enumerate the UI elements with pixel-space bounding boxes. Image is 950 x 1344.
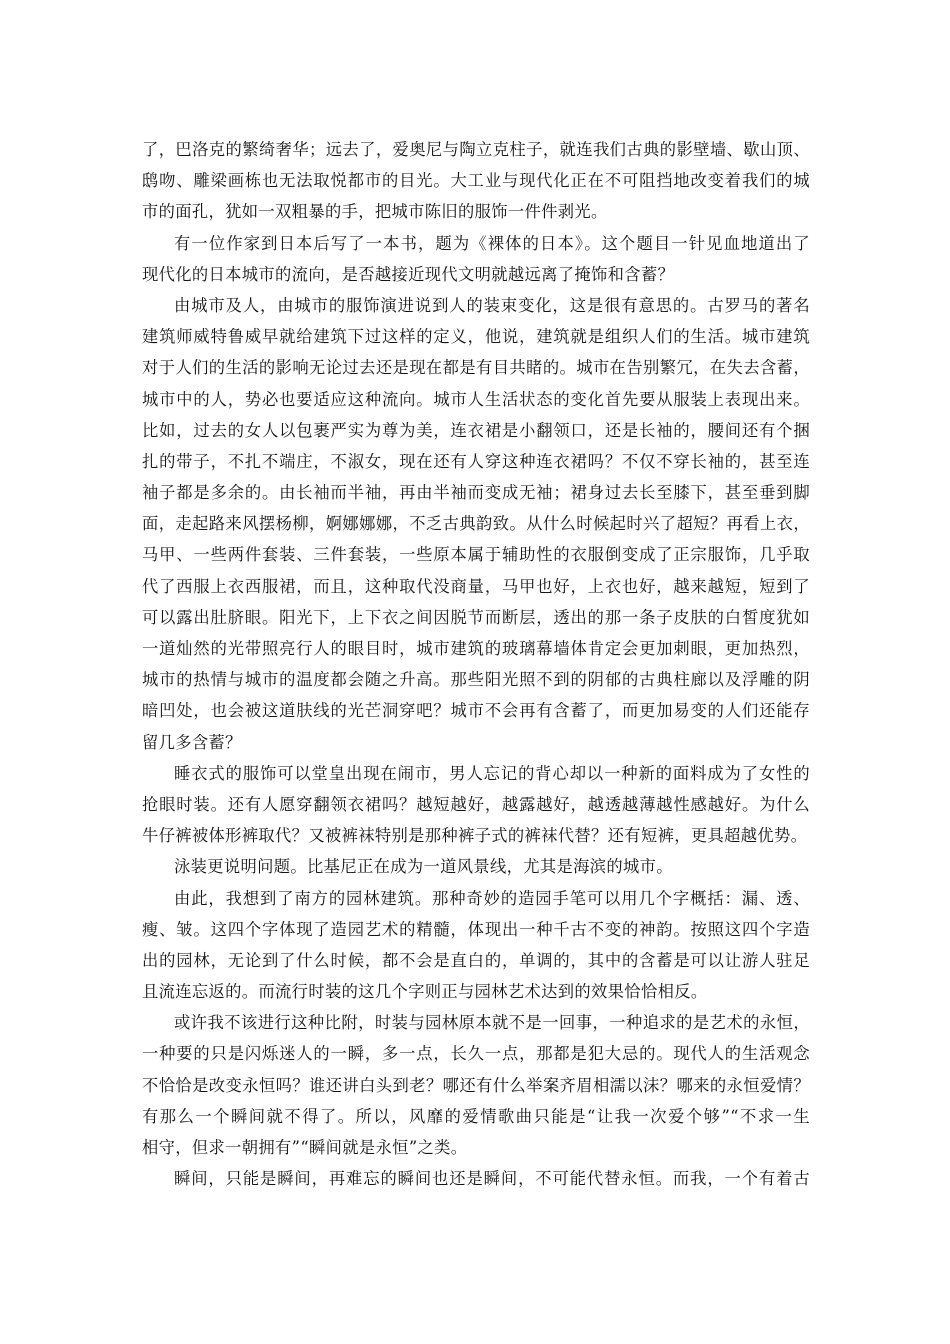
paragraph xyxy=(142,1007,810,1163)
paragraph xyxy=(142,851,810,882)
text-line: 城市的热情与城市的温度都会随之升高。那些阳光照不到的阴郁的古典柱廊以及浮雕的阴 xyxy=(142,670,810,690)
text-line: 泳装更说明问题。比基尼正在成为一道风景线，尤其是海滨的城市。 xyxy=(174,857,673,877)
text-line: 由城市及人，由城市的服饰演进说到人的装束变化，这是很有意思的。古罗马的著名 xyxy=(174,295,810,315)
paragraph xyxy=(142,1163,810,1194)
text-line: 比如，过去的女人以包裹严实为尊为美，连衣裙是小翻领口，还是长袖的，腰间还有个捆 xyxy=(142,420,810,440)
text-line: 代了西服上衣西服裙，而且，这种取代没商量，马甲也好，上衣也好，越来越短，短到了 xyxy=(142,576,810,596)
text-line: 睡衣式的服饰可以堂皇出现在闹市，男人忘记的背心却以一种新的面料成为了女性的 xyxy=(174,763,810,783)
text-line: 瘦、皱。这四个字体现了造园艺术的精髓，体现出一种千古不变的神韵。按照这四个字造 xyxy=(142,919,810,939)
text-line: 牛仔裤被体形裤取代？又被裤袜特别是那种裤子式的裤袜代替？还有短裤，更具超越优势。 xyxy=(142,826,808,846)
text-line: 面，走起路来风摆杨柳，婀娜娜娜，不乏古典韵致。从什么时候起时兴了超短？再看上衣， xyxy=(142,514,810,534)
text-line: 可以露出肚脐眼。阳光下，上下衣之间因脱节而断层，透出的那一条子皮肤的白皙度犹如 xyxy=(142,607,810,627)
text-line: 暗凹处，也会被这道肤线的光芒洞穿吧？城市不会再有含蓄了，而更加易变的人们还能存 xyxy=(142,701,810,721)
text-line: 对于人们的生活的影响无论过去还是现在都是有目共睹的。城市在告别繁冗，在失去含蓄， xyxy=(142,358,810,378)
text-line: 且流连忘返的。而流行时装的这几个字则正与园林艺术达到的效果恰恰相反。 xyxy=(142,982,708,1002)
text-line: 瞬间，只能是瞬间，再难忘的瞬间也还是瞬间，不可能代替永恒。而我，一个有着古 xyxy=(174,1169,810,1189)
article-body xyxy=(142,134,810,1194)
text-line: 市的面孔，犹如一双粗暴的手，把城市陈旧的服饰一件件剥光。 xyxy=(142,202,608,222)
paragraph xyxy=(142,290,810,758)
paragraph xyxy=(142,883,810,1008)
text-line: 一种要的只是闪烁迷人的一瞬，多一点，长久一点，那都是犯大忌的。现代人的生活观念 xyxy=(142,1044,810,1064)
text-line: 抢眼时装。还有人愿穿翻领衣裙吗？越短越好，越露越好，越透越薄越性感越好。为什么 xyxy=(142,794,810,814)
paragraph xyxy=(142,134,810,228)
text-line: 或许我不该进行这种比附，时装与园林原本就不是一回事，一种追求的是艺术的永恒， xyxy=(174,1013,810,1033)
text-line: 不恰恰是改变永恒吗？谁还讲白头到老？哪还有什么举案齐眉相濡以沫？哪来的永恒爱情？ xyxy=(142,1075,810,1095)
text-line: 扎的带子，不扎不端庄，不淑女，现在还有人穿这种连衣裙吗？不仅不穿长袖的，甚至连 xyxy=(142,451,810,471)
text-line: 城市中的人，势必也要适应这种流向。城市人生活状态的变化首先要从服装上表现出来。 xyxy=(142,389,810,409)
text-line: 相守，但求一朝拥有”“瞬间就是永恒”之类。 xyxy=(142,1138,468,1157)
paragraph xyxy=(142,228,810,290)
text-line: 有一位作家到日本后写了一本书，题为《裸体的日本》。这个题目一针见血地道出了 xyxy=(174,233,810,253)
text-line: 建筑师威特鲁威早就给建筑下过这样的定义，他说，建筑就是组织人们的生活。城市建筑 xyxy=(142,327,810,347)
text-line: 现代化的日本城市的流向，是否越接近现代文明就越远离了掩饰和含蓄？ xyxy=(142,264,675,284)
text-line: 鸱吻、雕梁画栋也无法取悦都市的目光。大工业与现代化正在不可阻挡地改变着我们的城 xyxy=(142,171,810,191)
text-line: 马甲、一些两件套装、三件套装，一些原本属于辅助性的衣服倒变成了正宗服饰，几乎取 xyxy=(142,545,810,565)
text-line: 袖子都是多余的。由长袖而半袖，再由半袖而变成无袖；裙身过去长至膝下，甚至垂到脚 xyxy=(142,483,810,503)
text-line: 有那么一个瞬间就不得了。所以，风靡的爱情歌曲只能是“让我一次爱个够”“不求一生 xyxy=(142,1106,810,1126)
text-line: 出的园林，无论到了什么时候，都不会是直白的，单调的，其中的含蓄是可以让游人驻足 xyxy=(142,950,810,970)
text-line: 留几多含蓄？ xyxy=(142,732,242,752)
text-line: 一道灿然的光带照亮行人的眼目时，城市建筑的玻璃幕墙体肯定会更加刺眼，更加热烈， xyxy=(142,639,810,658)
text-line: 了，巴洛克的繁绮奢华；远去了，爱奥尼与陶立克柱子，就连我们古典的影壁墙、歇山顶、 xyxy=(142,140,810,159)
paragraph xyxy=(142,758,810,852)
text-line: 由此，我想到了南方的园林建筑。那种奇妙的造园手笔可以用几个字概括：漏、透、 xyxy=(174,888,810,908)
